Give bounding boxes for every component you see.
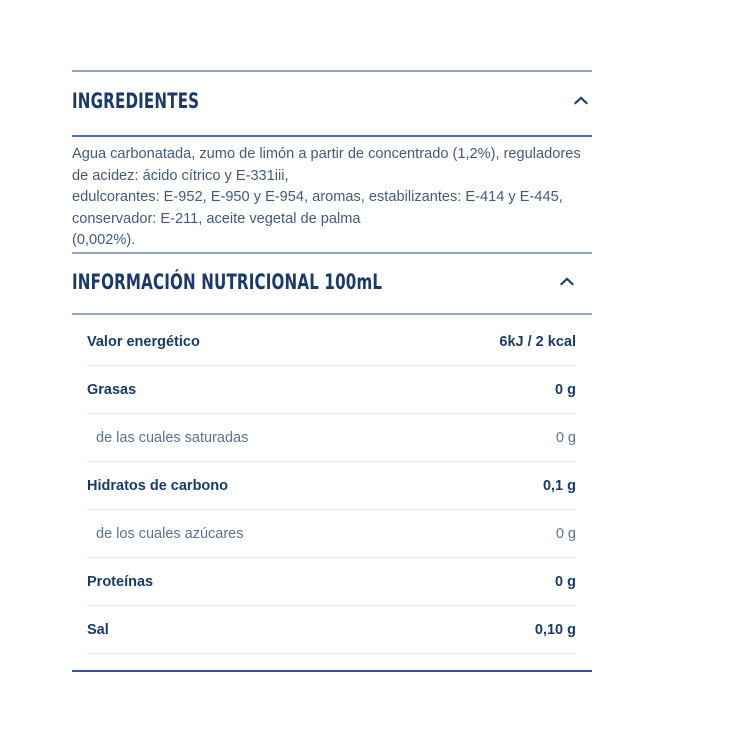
informacion-nutricional-header-divider [72, 313, 592, 315]
section-top-divider [72, 70, 592, 72]
table-row [87, 414, 576, 462]
accordion-header-ingredientes[interactable] [72, 82, 592, 120]
chevron-up-icon[interactable] [570, 90, 592, 112]
nutrient-value: 6kJ / 2 kcal [499, 333, 576, 350]
nutrient-label: Valor energético [87, 333, 200, 350]
nutrient-label: Grasas [87, 381, 137, 398]
table-row [87, 462, 576, 510]
accordion-header-informacion-nutricional[interactable] [72, 263, 592, 301]
nutrient-value: 0 g [555, 381, 576, 398]
nutrient-value: 0 g [555, 573, 576, 590]
nutrient-value: 0 g [555, 429, 576, 446]
ingredientes-header-divider [72, 135, 592, 137]
table-row [87, 510, 576, 558]
nutrition-table [87, 318, 576, 654]
ingredientes-title: INGREDIENTES [72, 89, 200, 113]
ingredientes-line: conservador: E-211, aceite vegetal de palma [72, 210, 361, 227]
section-bottom-divider [72, 670, 592, 672]
table-row [87, 366, 576, 414]
nutrient-label: Sal [87, 621, 109, 638]
table-row [87, 318, 576, 366]
serving-size-label: 100mL [324, 270, 383, 294]
nutrient-value: 0,10 g [534, 621, 576, 638]
ingredientes-line: Agua carbonatada, zumo de limón a partir de concentrado (1,2%), reguladores [72, 146, 581, 162]
ingredientes-line: (0,002%). [72, 232, 136, 248]
table-row [87, 606, 576, 654]
chevron-up-icon[interactable] [556, 271, 578, 293]
nutrient-label: Hidratos de carbono [87, 477, 228, 494]
section-divider [72, 252, 592, 254]
nutrient-value: 0 g [555, 525, 576, 542]
informacion-nutricional-title: INFORMACIÓN NUTRICIONAL 100mL [72, 270, 383, 294]
nutrient-label: Proteínas [87, 573, 154, 590]
nutrient-label: de las cuales saturadas [96, 429, 249, 446]
table-row [87, 558, 576, 606]
nutrient-value: 0,1 g [542, 477, 576, 494]
ingredientes-line: de acidez: ácido cítrico y E-331iii, [72, 167, 289, 184]
nutrient-label: de los cuales azúcares [96, 525, 244, 542]
ingredientes-line: edulcorantes: E-952, E-950 y E-954, aromas, estabilizantes: E-414 y E-445, [72, 189, 563, 205]
ingredientes-body [72, 144, 596, 252]
